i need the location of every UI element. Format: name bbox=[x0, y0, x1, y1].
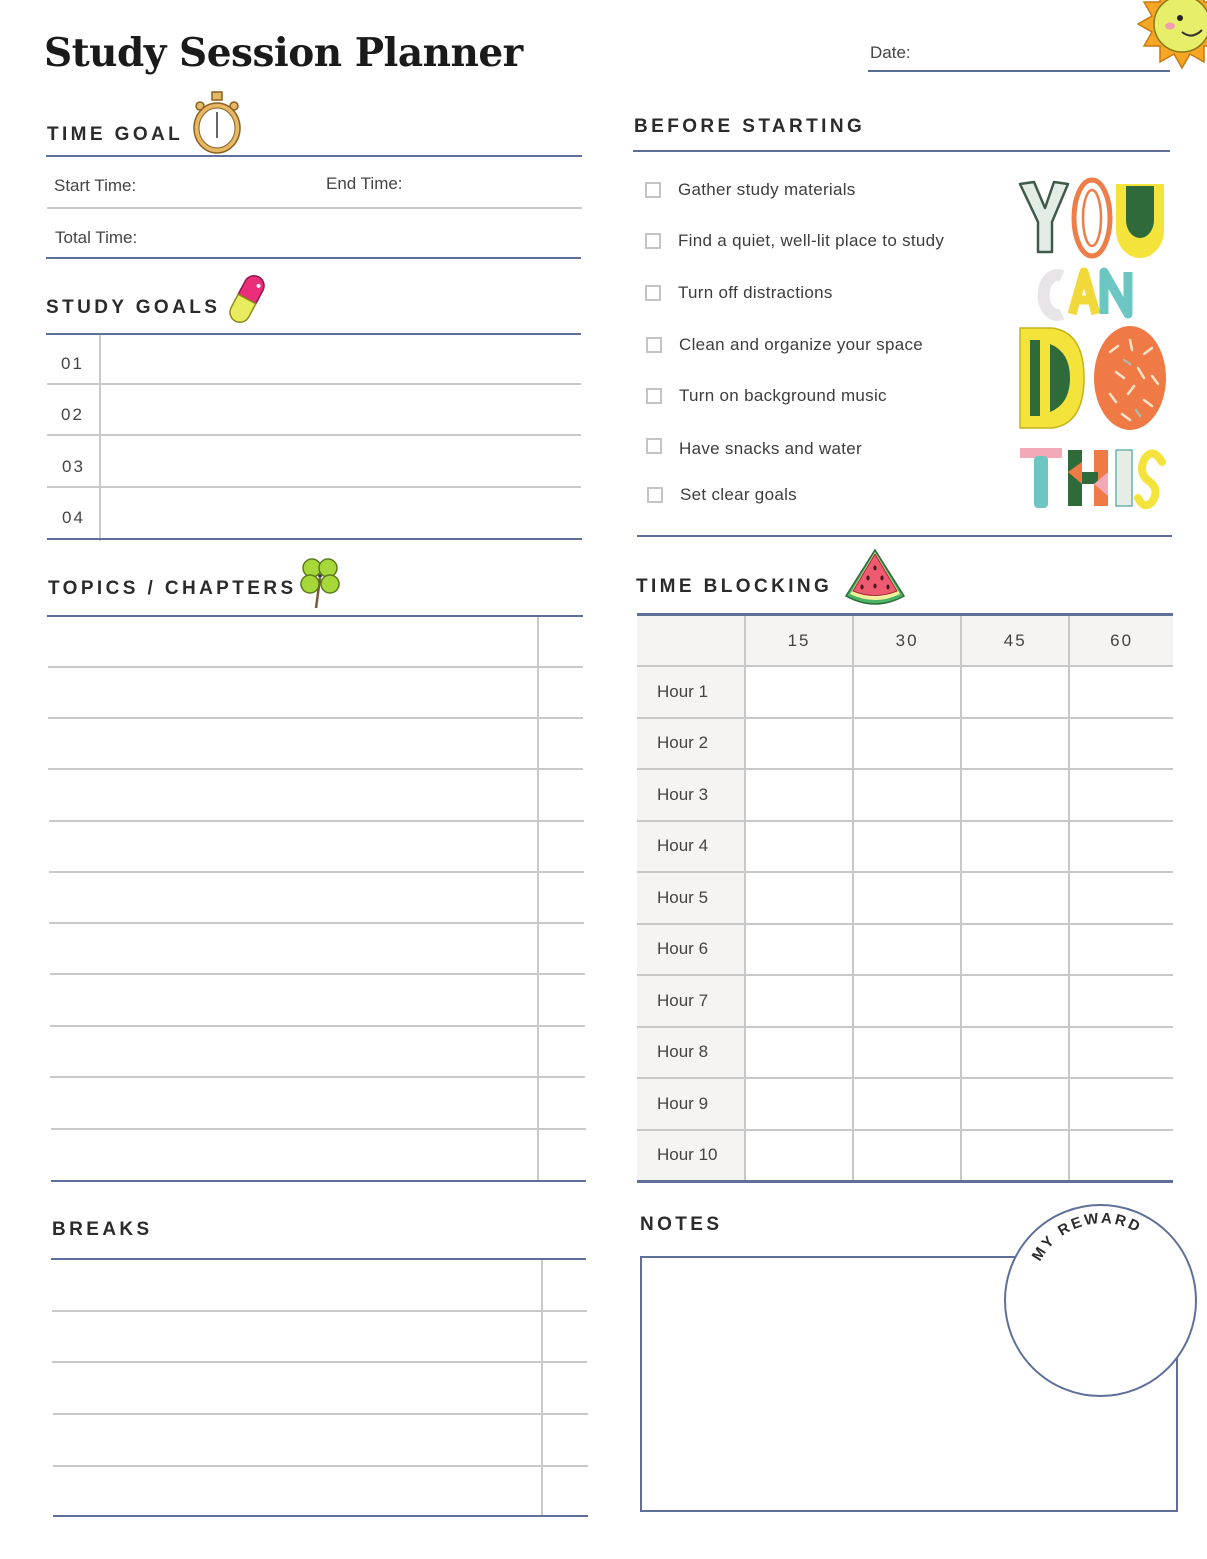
time-cell[interactable] bbox=[1069, 821, 1173, 873]
you-can-do-this-graphic bbox=[1012, 172, 1172, 512]
time-goal-rule bbox=[46, 155, 582, 157]
study-goals-num-divider bbox=[99, 335, 101, 541]
topics-top-rule bbox=[47, 615, 583, 617]
time-blocking-header-row bbox=[637, 615, 1173, 667]
column-header: 15 bbox=[745, 615, 853, 667]
topics-heading: TOPICS / CHAPTERS bbox=[48, 578, 297, 599]
topic-input[interactable] bbox=[50, 1029, 535, 1075]
page-title: Study Session Planner bbox=[44, 30, 523, 76]
capsule-icon bbox=[224, 270, 270, 328]
topic-input[interactable] bbox=[50, 619, 535, 665]
break-input[interactable] bbox=[53, 1365, 538, 1411]
checklist-label: Turn off distractions bbox=[678, 283, 833, 302]
time-cell[interactable] bbox=[961, 821, 1069, 873]
stopwatch-icon bbox=[190, 90, 244, 156]
break-row-divider bbox=[52, 1361, 587, 1363]
checklist-item[interactable] bbox=[645, 231, 944, 251]
svg-text:MY REWARD: MY REWARD bbox=[1028, 1209, 1145, 1264]
time-cell[interactable] bbox=[853, 769, 961, 821]
table-row bbox=[637, 1027, 1173, 1079]
time-cell[interactable] bbox=[745, 1078, 853, 1130]
date-underline bbox=[868, 70, 1170, 72]
time-cell[interactable] bbox=[961, 1130, 1069, 1182]
table-row bbox=[637, 666, 1173, 718]
topics-column-divider bbox=[537, 617, 539, 1181]
break-row-divider bbox=[53, 1465, 588, 1467]
column-header: 30 bbox=[853, 615, 961, 667]
time-cell[interactable] bbox=[961, 1027, 1069, 1079]
time-goal-heading: TIME GOAL bbox=[47, 124, 184, 145]
checklist-item[interactable] bbox=[646, 386, 887, 406]
checkbox[interactable] bbox=[646, 388, 662, 404]
time-cell[interactable] bbox=[1069, 666, 1173, 718]
time-cell[interactable] bbox=[853, 666, 961, 718]
breaks-heading: BREAKS bbox=[52, 1219, 153, 1240]
goal-row-divider bbox=[47, 486, 581, 488]
time-cell[interactable] bbox=[1069, 718, 1173, 770]
topic-input[interactable] bbox=[50, 1132, 535, 1178]
time-cell[interactable] bbox=[1069, 1130, 1173, 1182]
watermelon-icon bbox=[842, 546, 908, 608]
topic-input[interactable] bbox=[50, 772, 535, 818]
topic-input[interactable] bbox=[50, 670, 535, 716]
time-cell[interactable] bbox=[1069, 769, 1173, 821]
study-goals-bottom-rule bbox=[47, 538, 582, 540]
checkbox[interactable] bbox=[645, 182, 661, 198]
sun-icon bbox=[1132, 0, 1207, 70]
row-header: Hour 2 bbox=[637, 718, 745, 770]
breaks-column-divider bbox=[541, 1260, 543, 1515]
topics-bottom-rule bbox=[51, 1180, 586, 1182]
goal-number: 04 bbox=[62, 508, 85, 527]
time-cell[interactable] bbox=[853, 872, 961, 924]
time-cell[interactable] bbox=[1069, 924, 1173, 976]
total-time-label: Total Time: bbox=[55, 228, 138, 247]
time-cell[interactable] bbox=[961, 718, 1069, 770]
breaks-top-rule bbox=[51, 1258, 586, 1260]
goal-number: 02 bbox=[61, 405, 84, 424]
topic-row-divider bbox=[50, 1025, 585, 1027]
column-header: 45 bbox=[961, 615, 1069, 667]
time-cell[interactable] bbox=[745, 1027, 853, 1079]
row-header: Hour 1 bbox=[637, 666, 745, 718]
checklist-item[interactable] bbox=[647, 485, 797, 505]
time-cell[interactable] bbox=[745, 718, 853, 770]
topic-row-divider bbox=[49, 922, 584, 924]
goal-row-divider bbox=[47, 434, 581, 436]
date-input[interactable] bbox=[920, 38, 1168, 68]
time-cell[interactable] bbox=[745, 1130, 853, 1182]
end-time-label: End Time: bbox=[326, 174, 403, 193]
goal-number: 03 bbox=[62, 457, 85, 476]
topic-row-divider bbox=[48, 717, 583, 719]
topic-row-divider bbox=[50, 1076, 585, 1078]
topic-input[interactable] bbox=[50, 721, 535, 767]
time-cell[interactable] bbox=[1069, 1027, 1173, 1079]
goal-row-divider bbox=[47, 383, 581, 385]
time-cell[interactable] bbox=[853, 821, 961, 873]
row-header: Hour 10 bbox=[637, 1130, 745, 1182]
study-goals-heading: STUDY GOALS bbox=[46, 297, 221, 318]
checkbox[interactable] bbox=[646, 438, 662, 454]
topic-input[interactable] bbox=[50, 926, 535, 972]
time-blocking-heading: TIME BLOCKING bbox=[636, 576, 833, 597]
time-cell[interactable] bbox=[1069, 872, 1173, 924]
goal-input-3[interactable] bbox=[102, 438, 580, 486]
date-label: Date: bbox=[870, 43, 911, 62]
time-cell[interactable] bbox=[745, 872, 853, 924]
start-time-label: Start Time: bbox=[54, 176, 137, 195]
checklist-label: Have snacks and water bbox=[679, 439, 862, 458]
time-cell[interactable] bbox=[745, 666, 853, 718]
break-input[interactable] bbox=[53, 1262, 538, 1308]
table-row bbox=[637, 769, 1173, 821]
time-cell[interactable] bbox=[853, 924, 961, 976]
row-header: Hour 6 bbox=[637, 924, 745, 976]
before-starting-bottom-rule bbox=[637, 535, 1172, 537]
row-header: Hour 9 bbox=[637, 1078, 745, 1130]
time-cell[interactable] bbox=[961, 769, 1069, 821]
table-row bbox=[637, 718, 1173, 770]
time-cell[interactable] bbox=[745, 975, 853, 1027]
table-row bbox=[637, 1078, 1173, 1130]
checklist-label: Clean and organize your space bbox=[679, 335, 924, 354]
table-row bbox=[637, 821, 1173, 873]
before-starting-top-rule bbox=[633, 150, 1170, 152]
time-cell[interactable] bbox=[853, 1078, 961, 1130]
table-row bbox=[637, 1130, 1173, 1182]
table-row bbox=[637, 924, 1173, 976]
end-time-input[interactable] bbox=[415, 168, 580, 200]
table-row bbox=[637, 975, 1173, 1027]
time-blocking-table bbox=[637, 613, 1173, 1183]
time-cell[interactable] bbox=[961, 1078, 1069, 1130]
time-cell[interactable] bbox=[961, 975, 1069, 1027]
time-cell[interactable] bbox=[961, 872, 1069, 924]
study-goals-top-rule bbox=[46, 333, 581, 335]
row-header: Hour 5 bbox=[637, 872, 745, 924]
checklist-item[interactable] bbox=[645, 283, 833, 303]
goal-input-4[interactable] bbox=[102, 490, 580, 538]
checklist-label: Find a quiet, well-lit place to study bbox=[678, 231, 945, 250]
checklist-label: Turn on background music bbox=[679, 386, 887, 405]
time-cell[interactable] bbox=[1069, 1078, 1173, 1130]
checklist-item[interactable] bbox=[646, 335, 923, 355]
time-cell[interactable] bbox=[853, 718, 961, 770]
topic-row-divider bbox=[51, 1128, 586, 1130]
checkbox[interactable] bbox=[646, 337, 662, 353]
my-reward-label bbox=[1004, 1204, 1197, 1397]
notes-heading: NOTES bbox=[640, 1214, 723, 1235]
clover-icon bbox=[298, 556, 342, 610]
checklist-label: Gather study materials bbox=[678, 180, 856, 199]
time-cell[interactable] bbox=[1069, 975, 1173, 1027]
goal-number: 01 bbox=[61, 354, 84, 373]
time-cell[interactable] bbox=[745, 924, 853, 976]
topic-input[interactable] bbox=[50, 824, 535, 870]
time-cell[interactable] bbox=[961, 924, 1069, 976]
topic-row-divider bbox=[48, 666, 583, 668]
topic-row-divider bbox=[49, 871, 584, 873]
time-cell[interactable] bbox=[853, 1027, 961, 1079]
break-row-divider bbox=[52, 1310, 587, 1312]
breaks-bottom-rule bbox=[53, 1515, 588, 1517]
goal-input-1[interactable] bbox=[102, 337, 580, 383]
break-input[interactable] bbox=[53, 1468, 538, 1514]
break-row-divider bbox=[53, 1413, 588, 1415]
topic-row-divider bbox=[48, 768, 583, 770]
break-input[interactable] bbox=[53, 1313, 538, 1359]
topic-row-divider bbox=[50, 973, 585, 975]
corner-cell bbox=[637, 615, 745, 667]
time-goal-bottom-rule bbox=[46, 257, 581, 259]
time-cell[interactable] bbox=[745, 769, 853, 821]
time-cell[interactable] bbox=[745, 821, 853, 873]
time-cell[interactable] bbox=[853, 1130, 961, 1182]
checklist-label: Set clear goals bbox=[680, 485, 797, 504]
topic-input[interactable] bbox=[50, 875, 535, 921]
before-starting-heading: BEFORE STARTING bbox=[634, 116, 866, 137]
checkbox[interactable] bbox=[645, 233, 661, 249]
row-header: Hour 4 bbox=[637, 821, 745, 873]
time-cell[interactable] bbox=[961, 666, 1069, 718]
topic-input[interactable] bbox=[50, 1080, 535, 1126]
topic-row-divider bbox=[49, 820, 584, 822]
total-time-input[interactable] bbox=[155, 222, 580, 254]
table-row bbox=[637, 872, 1173, 924]
row-header: Hour 3 bbox=[637, 769, 745, 821]
checkbox[interactable] bbox=[647, 487, 663, 503]
checklist-item[interactable] bbox=[645, 180, 856, 200]
checkbox[interactable] bbox=[645, 285, 661, 301]
time-cell[interactable] bbox=[853, 975, 961, 1027]
break-input[interactable] bbox=[53, 1417, 538, 1463]
goal-input-2[interactable] bbox=[102, 386, 580, 434]
start-time-input[interactable] bbox=[150, 170, 315, 202]
topic-input[interactable] bbox=[50, 977, 535, 1023]
time-goal-divider bbox=[47, 207, 582, 209]
checklist-item[interactable] bbox=[646, 436, 862, 456]
row-header: Hour 8 bbox=[637, 1027, 745, 1079]
row-header: Hour 7 bbox=[637, 975, 745, 1027]
column-header: 60 bbox=[1069, 615, 1173, 667]
